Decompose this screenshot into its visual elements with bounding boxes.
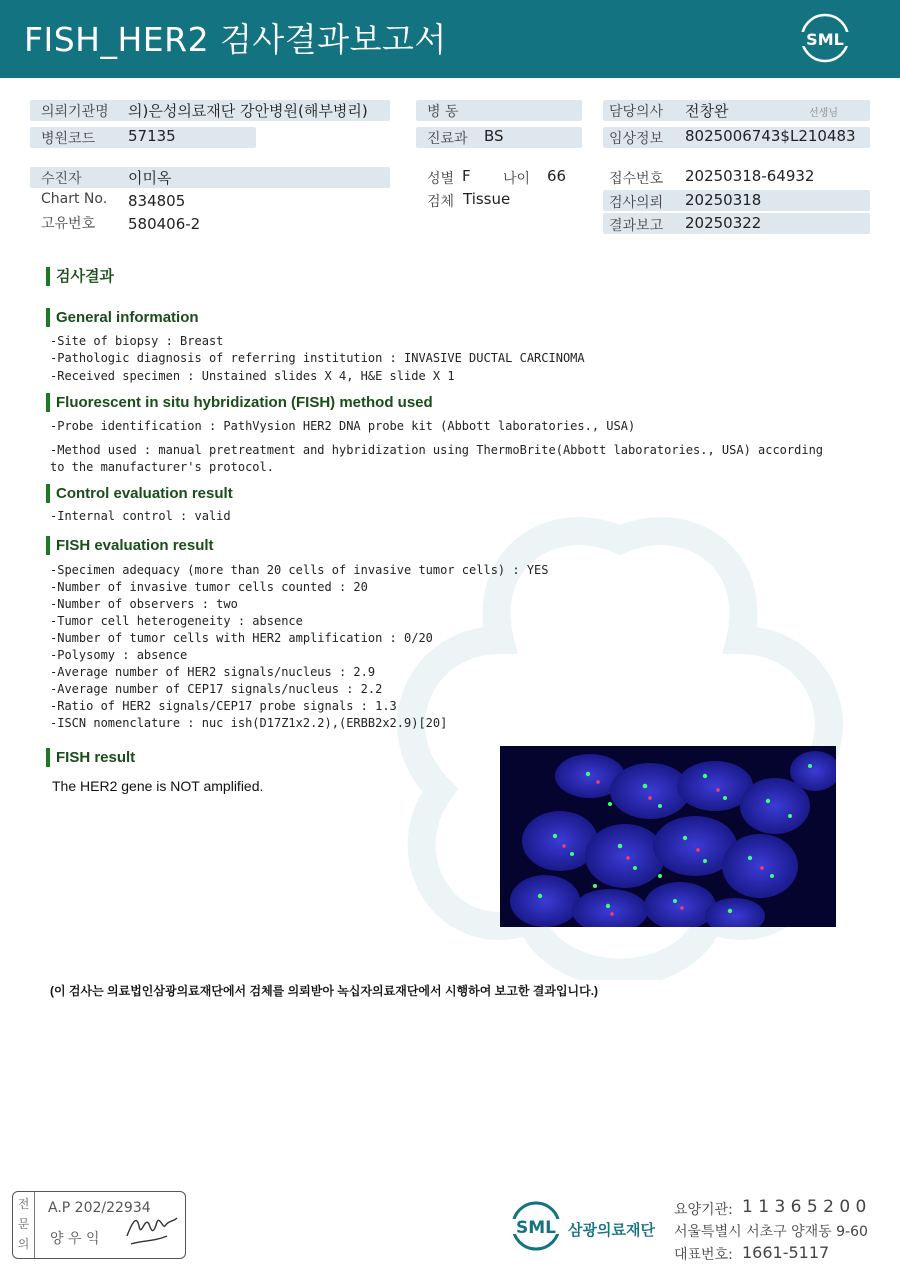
report-title: FISH_HER2 검사결과보고서: [24, 20, 447, 59]
report-value: 20250322: [685, 214, 762, 232]
doctor-value: 전창완: [685, 102, 729, 120]
specimen-label: 검체: [427, 194, 455, 210]
unique-value: 580406-2: [128, 215, 201, 233]
clinical-label: 임상정보: [609, 131, 664, 147]
general-line: -Received specimen : Unstained slides X 4, H&E slide X 1: [50, 369, 455, 383]
dept-value: BS: [484, 127, 504, 145]
footer-sml-logo-icon: [510, 1200, 562, 1252]
fish-result-text: The HER2 gene is NOT amplified.: [52, 778, 264, 794]
sex-label: 성별: [427, 171, 455, 187]
stamp-side-char: 문: [17, 1217, 30, 1231]
stamp-side-char: 의: [17, 1237, 30, 1251]
footer-phone-label: 대표번호:: [674, 1247, 733, 1263]
dept-label: 진료과: [427, 131, 468, 147]
specialist-stamp: [12, 1191, 186, 1259]
method-heading: Fluorescent in situ hybridization (FISH) method used: [46, 393, 433, 412]
evaluation-line: -Tumor cell heterogeneity : absence: [50, 614, 303, 628]
chart-label: Chart No.: [41, 191, 108, 207]
result-heading: 검사결과: [46, 267, 114, 286]
evaluation-line: -Average number of HER2 signals/nucleus : 2.9: [50, 665, 376, 679]
evaluation-line: -Number of observers : two: [50, 597, 238, 611]
receipt-value: 20250318-64932: [685, 167, 815, 185]
evaluation-line: -Polysomy : absence: [50, 648, 188, 662]
footer-phone: 1661-5117: [742, 1243, 830, 1262]
ward-label: 병 동: [427, 104, 459, 120]
hospital-code-value: 57135: [128, 127, 176, 145]
evaluation-line: -Specimen adequacy (more than 20 cells of invasive tumor cells) : YES: [50, 563, 549, 577]
institution-value: 의)은성의료재단 강안병원(해부병리): [128, 102, 368, 120]
evaluation-line: -Number of invasive tumor cells counted : 20: [50, 580, 368, 594]
hospital-code-label: 병원코드: [41, 131, 96, 147]
report-header: [0, 0, 900, 78]
stamp-side-char: 전: [17, 1197, 30, 1211]
general-heading: General information: [46, 308, 199, 327]
general-line: -Site of biopsy : Breast: [50, 334, 224, 348]
probe-line: -Probe identification : PathVysion HER2 DNA probe kit (Abbott laboratories., USA): [50, 419, 636, 433]
doctor-label: 담당의사: [609, 104, 664, 120]
sex-value: F: [462, 167, 471, 185]
footer-org: 삼광의료재단: [568, 1221, 655, 1239]
disclaimer: (이 검사는 의료법인삼광의료재단에서 검체를 의뢰받아 녹십자의료재단에서 시행하여 보고한 결과입니다.): [50, 984, 599, 998]
doctor-suffix: 선생님: [809, 108, 838, 119]
evaluation-line: -ISCN nomenclature : nuc ish(D17Z1x2.2),(ERBB2x2.9)[20]: [50, 716, 448, 730]
signature-icon: [123, 1206, 181, 1250]
age-value: 66: [547, 167, 567, 185]
report-label: 결과보고: [609, 218, 664, 234]
method-line: -Method used : manual pretreatment and hybridization using ThermoBrite(Abbott laboratories., USA) according: [50, 443, 824, 457]
footer-address: 서울특별시 서초구 양재동 9-60: [674, 1224, 868, 1240]
patient-value: 이미옥: [128, 169, 172, 187]
evaluation-line: -Ratio of HER2 signals/CEP17 probe signals : 1.3: [50, 699, 397, 713]
control-heading: Control evaluation result: [46, 484, 233, 503]
sml-logo-icon: [800, 13, 850, 63]
request-label: 검사의뢰: [609, 195, 664, 211]
general-line: -Pathologic diagnosis of referring institution : INVASIVE DUCTAL CARCINOMA: [50, 351, 585, 365]
stamp-name: 양 우 익: [50, 1231, 100, 1247]
footer-code: 1 1 3 6 5 2 0 0: [742, 1197, 867, 1217]
control-line: -Internal control : valid: [50, 509, 231, 523]
evaluation-heading: FISH evaluation result: [46, 536, 214, 555]
patient-label: 수진자: [41, 171, 82, 187]
receipt-label: 접수번호: [609, 171, 664, 187]
clinical-value: 8025006743$L210483: [685, 127, 856, 145]
unique-label: 고유번호: [41, 216, 96, 232]
specimen-value: Tissue: [463, 190, 511, 208]
institution-label: 의뢰기관명: [41, 104, 109, 120]
stamp-ap: A.P 202/22934: [48, 1200, 151, 1216]
footer-code-label: 요양기관:: [674, 1202, 733, 1218]
footer-logo-text: SML: [516, 1218, 556, 1238]
logo-text: SML: [806, 30, 844, 49]
fish-microscopy-image: [500, 746, 836, 927]
method-line: to the manufacturer's protocol.: [50, 460, 274, 474]
fish-result-heading: FISH result: [46, 748, 135, 767]
age-label: 나이: [503, 171, 531, 187]
stamp-side: [13, 1192, 35, 1258]
patient-bar: [30, 167, 390, 188]
evaluation-line: -Average number of CEP17 signals/nucleus : 2.2: [50, 682, 383, 696]
request-value: 20250318: [685, 191, 762, 209]
chart-value: 834805: [128, 192, 186, 210]
evaluation-line: -Number of tumor cells with HER2 amplification : 0/20: [50, 631, 433, 645]
